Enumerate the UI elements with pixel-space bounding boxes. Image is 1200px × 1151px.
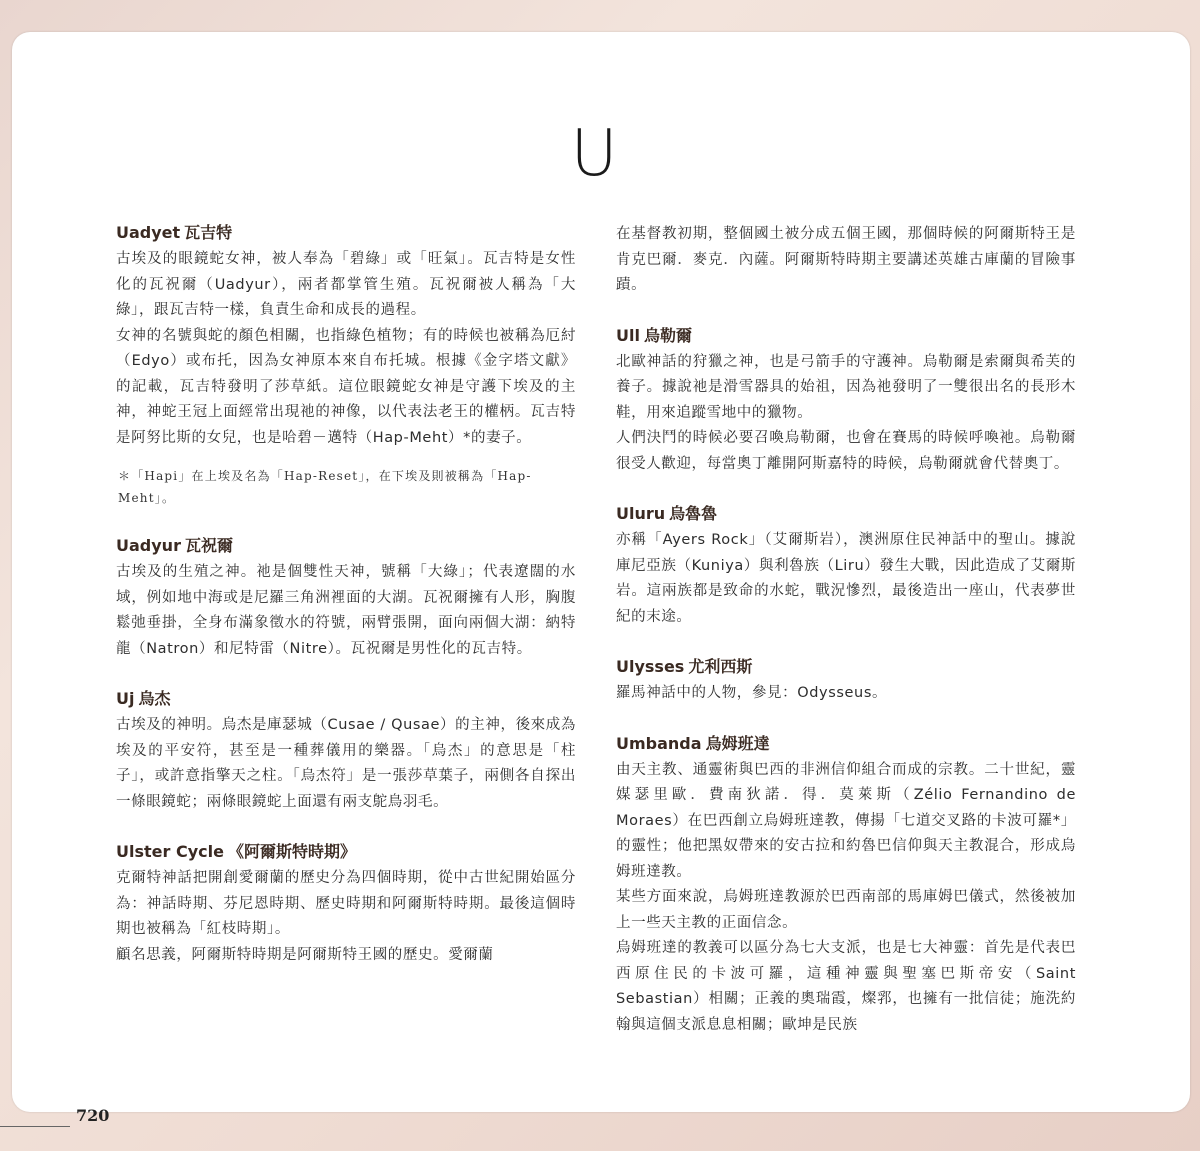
entry-title-en: Umbanda <box>616 733 702 753</box>
entry-title-en: Ulster Cycle <box>116 842 224 861</box>
entry-paragraph: 女神的名號與蛇的顏色相關，也指綠色植物；有的時候也被稱為厄紂（Edyo）或布托，因為女神原本來自布托城。根據《金字塔文獻》的記載，瓦吉特發明了莎草紙。這位眼鏡蛇女神是守護下埃及的主神，神蛇王冠上面經常出現祂的神像，以代表法老王的權柄。瓦吉特是阿努比斯的女兒，也是哈碧－邁特（Hap-Meht）*的妻子。 <box>116 327 576 446</box>
entry-uluru <box>616 503 1076 630</box>
entry-title <box>116 688 576 710</box>
entry-paragraph: 古埃及的生殖之神。祂是個雙性天神，號稱「大綠」；代表遼闊的水域，例如地中海或是尼羅三角洲裡面的大湖。瓦祝爾擁有人形，胸腹鬆弛垂掛，全身布滿象徵水的符號，兩臂張開，面向兩個大湖：納特龍（Natron）和尼特雷（Nitre）。瓦祝爾是男性化的瓦吉特。 <box>116 564 576 657</box>
entry-title-cn: 烏姆班達 <box>705 733 770 753</box>
entry-title <box>116 535 576 557</box>
entry-paragraph: 某些方面來說，烏姆班達教源於巴西南部的馬庫姆巴儀式，然後被加上一些天主教的正面信念。 <box>616 889 1076 931</box>
section-letter: U <box>570 117 618 191</box>
entry-ulysses <box>616 656 1076 707</box>
entry-title-cn: 瓦吉特 <box>184 223 233 242</box>
entry-continuation <box>616 222 1076 299</box>
entry-title <box>616 733 1076 755</box>
entry-uj <box>116 688 576 815</box>
entry-paragraph: 古埃及的眼鏡蛇女神，被人奉為「碧綠」或「旺氣」。瓦吉特是女性化的瓦祝爾（Uadyur），兩者都掌管生殖。瓦祝爾被人稱為「大綠」，跟瓦吉特一樣，負責生命和成長的過程。 <box>116 251 576 318</box>
entry-paragraph: 由天主教、通靈術與巴西的非洲信仰組合而成的宗教。二十世紀，靈媒瑟里歐．費南狄諾．得．莫萊斯（Zélio Fernandino de Moraes）在巴西創立烏姆班達教，傳揚「七道交叉路的卡波可羅*」的靈性；他把黑奴帶來的安古拉和約魯巴信仰與天主教混合，形成烏姆班達教。 <box>616 761 1076 880</box>
entry-title-en: Uadyur <box>116 536 181 555</box>
entry-title <box>616 503 1076 525</box>
entry-uadyur <box>116 535 576 662</box>
entry-paragraph: 古埃及的神明。烏杰是庫瑟城（Cusae / Qusae）的主神，後來成為埃及的平安符，甚至是一種葬儀用的樂器。「烏杰」的意思是「柱子」，或許意指擎天之柱。「烏杰符」是一張莎草葉子，兩側各自探出一條眼鏡蛇；兩條眼鏡蛇上面還有兩支鴕鳥羽毛。 <box>116 717 576 810</box>
right-column <box>616 222 1076 1064</box>
entry-title-en: Uj <box>116 689 135 708</box>
entry-title-en: Ulysses <box>616 657 685 676</box>
entry-uadyet <box>116 222 576 509</box>
entry-umbanda <box>616 733 1076 1039</box>
entry-title-en: Ull <box>616 325 640 345</box>
entry-paragraph: 北歐神話的狩獵之神，也是弓箭手的守護神。烏勒爾是索爾與希芙的養子。據說祂是滑雪器具的始祖，因為祂發明了一雙很出名的長形木鞋，用來追蹤雪地中的獵物。 <box>616 353 1076 421</box>
entry-paragraph: 在基督教初期，整個國土被分成五個王國，那個時候的阿爾斯特王是肯克巴爾．麥克．內薩。阿爾斯特時期主要講述英雄古庫蘭的冒險事蹟。 <box>616 226 1076 293</box>
entry-paragraph: 烏姆班達的教義可以區分為七大支派，也是七大神靈：首先是代表巴西原住民的卡波可羅，這種神靈與聖塞巴斯帝安（Saint Sebastian）相關；正義的奧瑞霞，燦郛，也擁有一批信徒；施洗約翰與這個支派息息相關；歐坤是民族 <box>616 940 1076 1033</box>
entry-title-cn: 瓦祝爾 <box>184 536 233 555</box>
entry-title-cn: 烏杰 <box>138 689 171 708</box>
entry-title <box>116 222 576 244</box>
page-number-rule <box>0 1126 70 1127</box>
footnote: ＊「Hapi」在上埃及名為「Hap-Reset」，在下埃及則被稱為「Hap-Meht」。 <box>118 469 532 505</box>
left-column <box>116 222 576 994</box>
entry-paragraph: 羅馬神話中的人物，參見：Odysseus。 <box>616 685 888 701</box>
entry-paragraph: 人們決鬥的時候必要召喚烏勒爾，也會在賽馬的時候呼喚祂。烏勒爾很受人歡迎，每當奧丁離開阿斯嘉特的時候，烏勒爾就會代替奧丁。 <box>616 430 1076 472</box>
entry-paragraph: 顧名思義，阿爾斯特時期是阿爾斯特王國的歷史。愛爾蘭 <box>116 946 494 963</box>
entry-title <box>116 841 576 863</box>
entry-paragraph: 克爾特神話把開創愛爾蘭的歷史分為四個時期，從中古世紀開始區分為：神話時期、芬尼恩時期、歷史時期和阿爾斯特時期。最後這個時期也被稱為「紅枝時期」。 <box>116 870 576 937</box>
entry-ulster-cycle <box>116 841 576 968</box>
entry-title-cn: 烏魯魯 <box>669 504 718 523</box>
page-number: 720 <box>76 1106 110 1125</box>
entry-title <box>616 325 1076 347</box>
entry-ull <box>616 325 1076 478</box>
entry-title-en: Uadyet <box>116 223 181 242</box>
entry-title-cn: 《阿爾斯特時期》 <box>227 842 356 861</box>
entry-title-cn: 尤利西斯 <box>688 657 753 676</box>
entry-title <box>616 656 1076 678</box>
entry-paragraph: 亦稱「Ayers Rock」（艾爾斯岩），澳洲原住民神話中的聖山。據說庫尼亞族（Kuniya）與利魯族（Liru）發生大戰，因此造成了艾爾斯岩。這兩族都是致命的水蛇，戰況慘烈，最後造出一座山，代表夢世紀的末途。 <box>616 532 1076 625</box>
entry-title-en: Uluru <box>616 504 666 523</box>
entry-title-cn: 烏勒爾 <box>643 325 692 345</box>
